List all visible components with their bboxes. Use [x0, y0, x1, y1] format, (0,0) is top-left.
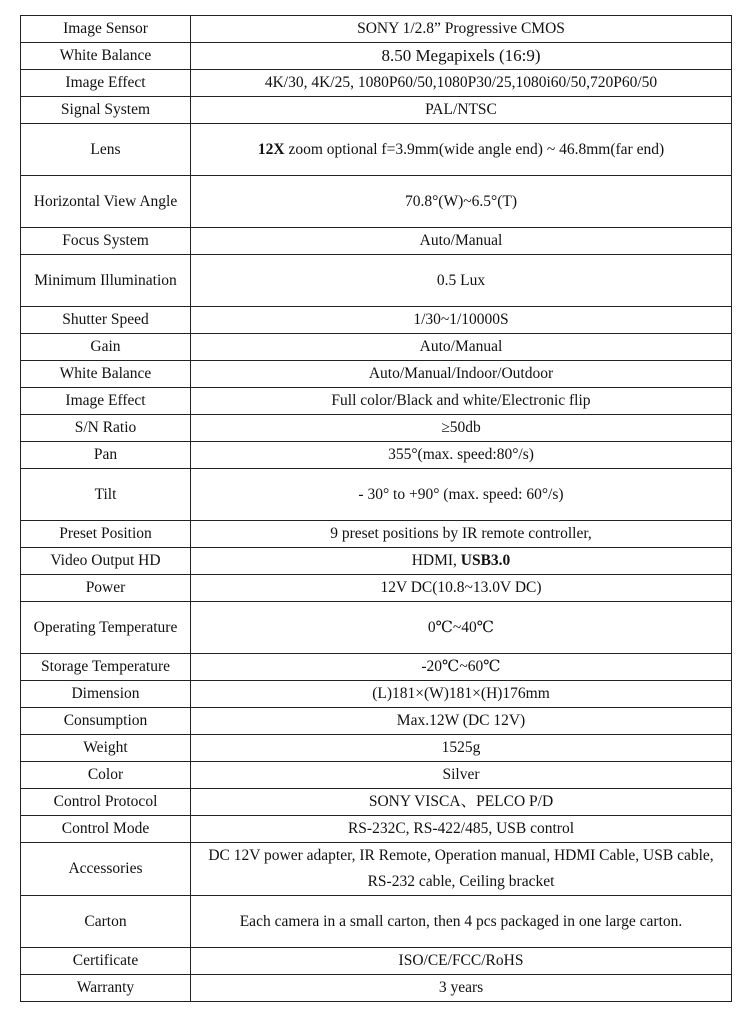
- table-row: [21, 176, 732, 228]
- table-row: [21, 735, 732, 762]
- row-label: Pan: [21, 442, 191, 469]
- table-row: [21, 708, 732, 735]
- row-label: Tilt: [21, 469, 191, 521]
- row-value: 4K/30, 4K/25, 1080P60/50,1080P30/25,1080i60/50,720P60/50: [191, 70, 732, 97]
- row-value: ISO/CE/FCC/RoHS: [191, 948, 732, 975]
- table-row: [21, 816, 732, 843]
- row-value: 0℃~40℃: [191, 602, 732, 654]
- row-label: S/N Ratio: [21, 415, 191, 442]
- table-row: [21, 575, 732, 602]
- row-value: 9 preset positions by IR remote controller,: [191, 521, 732, 548]
- row-label: Horizontal View Angle: [21, 176, 191, 228]
- table-row: [21, 681, 732, 708]
- row-label: Lens: [21, 124, 191, 176]
- row-label: Operating Temperature: [21, 602, 191, 654]
- row-label: Shutter Speed: [21, 307, 191, 334]
- row-label: Focus System: [21, 228, 191, 255]
- table-row: [21, 388, 732, 415]
- table-row: [21, 896, 732, 948]
- row-value: Max.12W (DC 12V): [191, 708, 732, 735]
- row-label: Carton: [21, 896, 191, 948]
- row-label: White Balance: [21, 361, 191, 388]
- row-label: Control Protocol: [21, 789, 191, 816]
- table-row: [21, 97, 732, 124]
- table-row: [21, 124, 732, 176]
- row-value: Silver: [191, 762, 732, 789]
- table-row: [21, 469, 732, 521]
- row-label: Video Output HD: [21, 548, 191, 575]
- row-label: Power: [21, 575, 191, 602]
- row-label: Control Mode: [21, 816, 191, 843]
- row-label: Warranty: [21, 975, 191, 1002]
- table-row: [21, 255, 732, 307]
- table-row: [21, 521, 732, 548]
- table-row: [21, 43, 732, 70]
- row-label: Consumption: [21, 708, 191, 735]
- row-label: Image Sensor: [21, 16, 191, 43]
- spec-table: [20, 15, 732, 1002]
- row-value: [191, 548, 732, 575]
- table-row: [21, 975, 732, 1002]
- row-value: Auto/Manual/Indoor/Outdoor: [191, 361, 732, 388]
- row-value: 355°(max. speed:80°/s): [191, 442, 732, 469]
- row-label: Preset Position: [21, 521, 191, 548]
- row-label: Accessories: [21, 843, 191, 896]
- row-label: Image Effect: [21, 70, 191, 97]
- row-value: 70.8°(W)~6.5°(T): [191, 176, 732, 228]
- table-row: [21, 307, 732, 334]
- table-row: [21, 361, 732, 388]
- table-row: [21, 334, 732, 361]
- row-value: SONY 1/2.8” Progressive CMOS: [191, 16, 732, 43]
- row-label: Minimum Illumination: [21, 255, 191, 307]
- row-label: Signal System: [21, 97, 191, 124]
- row-label: Color: [21, 762, 191, 789]
- table-row: [21, 789, 732, 816]
- row-label: Image Effect: [21, 388, 191, 415]
- table-row: [21, 16, 732, 43]
- table-row: [21, 548, 732, 575]
- row-value: Each camera in a small carton, then 4 pcs packaged in one large carton.: [191, 896, 732, 948]
- row-label: Dimension: [21, 681, 191, 708]
- row-value: 1525g: [191, 735, 732, 762]
- video-output-detail: HDMI,: [411, 552, 461, 569]
- table-row: [21, 228, 732, 255]
- row-value: -20℃~60℃: [191, 654, 732, 681]
- table-row: [21, 442, 732, 469]
- row-value: Auto/Manual: [191, 334, 732, 361]
- usb-label: USB3.0: [460, 552, 511, 569]
- row-label: White Balance: [21, 43, 191, 70]
- row-label: Weight: [21, 735, 191, 762]
- row-value: 12V DC(10.8~13.0V DC): [191, 575, 732, 602]
- lens-detail: zoom optional f=3.9mm(wide angle end) ~ 46.8mm(far end): [284, 140, 665, 158]
- table-row: [21, 415, 732, 442]
- table-row: [21, 843, 732, 896]
- table-row: [21, 654, 732, 681]
- table-row: [21, 70, 732, 97]
- row-value: - 30° to +90° (max. speed: 60°/s): [191, 469, 732, 521]
- row-value: 3 years: [191, 975, 732, 1002]
- row-label: Storage Temperature: [21, 654, 191, 681]
- zoom-factor: 12X: [257, 140, 285, 158]
- row-value: 8.50 Megapixels (16:9): [191, 43, 732, 70]
- table-row: [21, 762, 732, 789]
- row-value: 1/30~1/10000S: [191, 307, 732, 334]
- row-value: (L)181×(W)181×(H)176mm: [191, 681, 732, 708]
- row-value: ≥50db: [191, 415, 732, 442]
- row-value: Full color/Black and white/Electronic flip: [191, 388, 732, 415]
- table-row: [21, 948, 732, 975]
- row-value: PAL/NTSC: [191, 97, 732, 124]
- row-value: [191, 124, 732, 176]
- table-row: [21, 602, 732, 654]
- row-value: SONY VISCA、PELCO P/D: [191, 789, 732, 816]
- row-value: DC 12V power adapter, IR Remote, Operation manual, HDMI Cable, USB cable, RS-232 cable, Ceiling bracket: [191, 843, 732, 896]
- row-label: Certificate: [21, 948, 191, 975]
- row-value: Auto/Manual: [191, 228, 732, 255]
- row-label: Gain: [21, 334, 191, 361]
- row-value: RS-232C, RS-422/485, USB control: [191, 816, 732, 843]
- row-value: 0.5 Lux: [191, 255, 732, 307]
